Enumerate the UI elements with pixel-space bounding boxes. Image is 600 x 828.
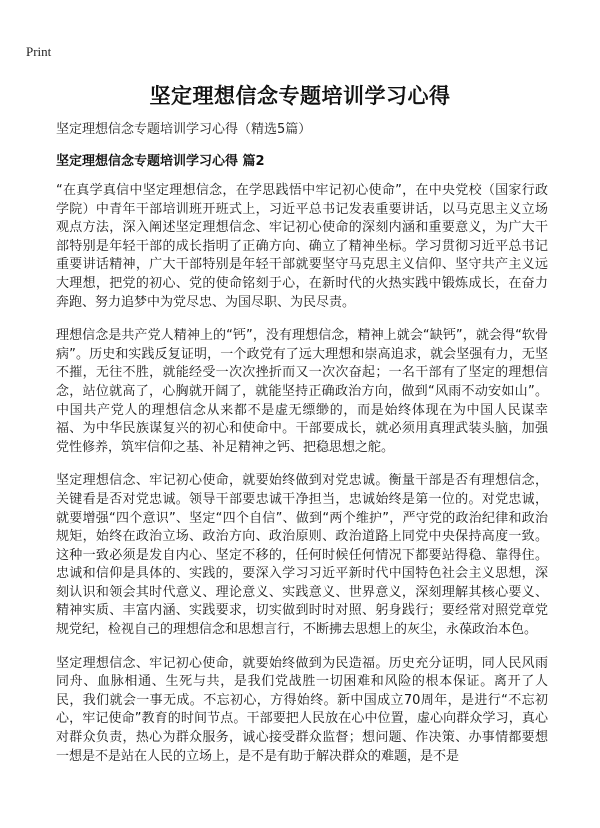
document-subtitle: 坚定理想信念专题培训学习心得（精选5篇）	[56, 122, 312, 137]
paragraph-3: 坚定理想信念、牢记初心使命，就要始终做到对党忠诚。衡量干部是否有理想信念，关键看是否对党忠诚。领导干部要忠诚干净担当，忠诚始终是第一位的。对党忠诚，就要增强“四个意识”、坚定“四个自信”、做到“两个维护”，严守党的政治纪律和政治规矩，始终在政治立场、政治方向、政治原则、政治道路上同党中央保持高度一致。这种一致必须是发自内心、坚定不移的，任何时候任何情况下都要站得稳、靠得住。忠诚和信仰是具体的、实践的，要深入学习习近平新时代中国特色社会主义思想，深刻认识和领会其时代意义、理论意义、实践意义、世界意义，深刻理解其核心要义、精神实质、丰富内涵、实践要求，切实做到时时对照、躬身践行；要经常对照党章党规党纪，检视自己的理想信念和思想言行，不断拂去思想上的灰尘，永葆政治本色。	[56, 473, 548, 638]
section-heading: 坚定理想信念专题培训学习心得 篇2	[56, 154, 265, 169]
page-title: 坚定理想信念专题培训学习心得	[149, 84, 451, 108]
paragraph-4: 坚定理想信念、牢记初心使命，就要始终做到为民造福。历史充分证明，同人民风雨同舟、血脉相通、生死与共，是我们党战胜一切困难和风险的根本保证。离开了人民，我们就会一事无成。不忘初心，方得始终。新中国成立70周年，是进行“不忘初心，牢记使命”教育的时间节点。干部要把人民放在心中位置，虚心向群众学习，真心对群众负责，热心为群众服务，诚心接受群众监督；想问题、作决策、办事情都要想一想是不是站在人民的立场上，是不是有助于解决群众的难题，是不是	[56, 655, 548, 764]
print-label: Print	[26, 44, 52, 59]
paragraph-1: “在真学真信中坚定理想信念，在学思践悟中牢记初心使命”，在中央党校（国家行政学院）中青年干部培训班开班式上，习近平总书记发表重要讲话，以马克思主义立场观点方法，深入阐述坚定理想信念、牢记初心使命的深刻内涵和重要意义，为广大干部特别是年轻干部的成长指明了正确方向、确立了精神坐标。学习贯彻习近平总书记重要讲话精神，广大干部特别是年轻干部就要坚守马克思主义信仰、坚守共产主义远大理想，把党的初心、党的使命铭刻于心，在新时代的火热实践中锻炼成长，在奋力奔跑、努力追梦中为党尽忠、为国尽职、为民尽责。	[56, 183, 548, 310]
paragraph-2: 理想信念是共产党人精神上的“钙”，没有理想信念，精神上就会“缺钙”，就会得“软骨病”。历史和实践反复证明，一个政党有了远大理想和崇高追求，就会坚强有力，无坚不摧，无往不胜，就能经受一次次挫折而又一次次奋起；一名干部有了坚定的理想信念，站位就高了，心胸就开阔了，就能坚持正确政治方向，做到“风雨不动安如山”。中国共产党人的理想信念从来都不是虚无缥缈的，而是始终体现在为中国人民谋幸福、为中华民族谋复兴的初心和使命中。干部要成长，就必须用真理武装头脑，加强党性修养，筑牢信仰之基、补足精神之钙、把稳思想之舵。	[56, 328, 548, 455]
document-body	[56, 182, 548, 781]
